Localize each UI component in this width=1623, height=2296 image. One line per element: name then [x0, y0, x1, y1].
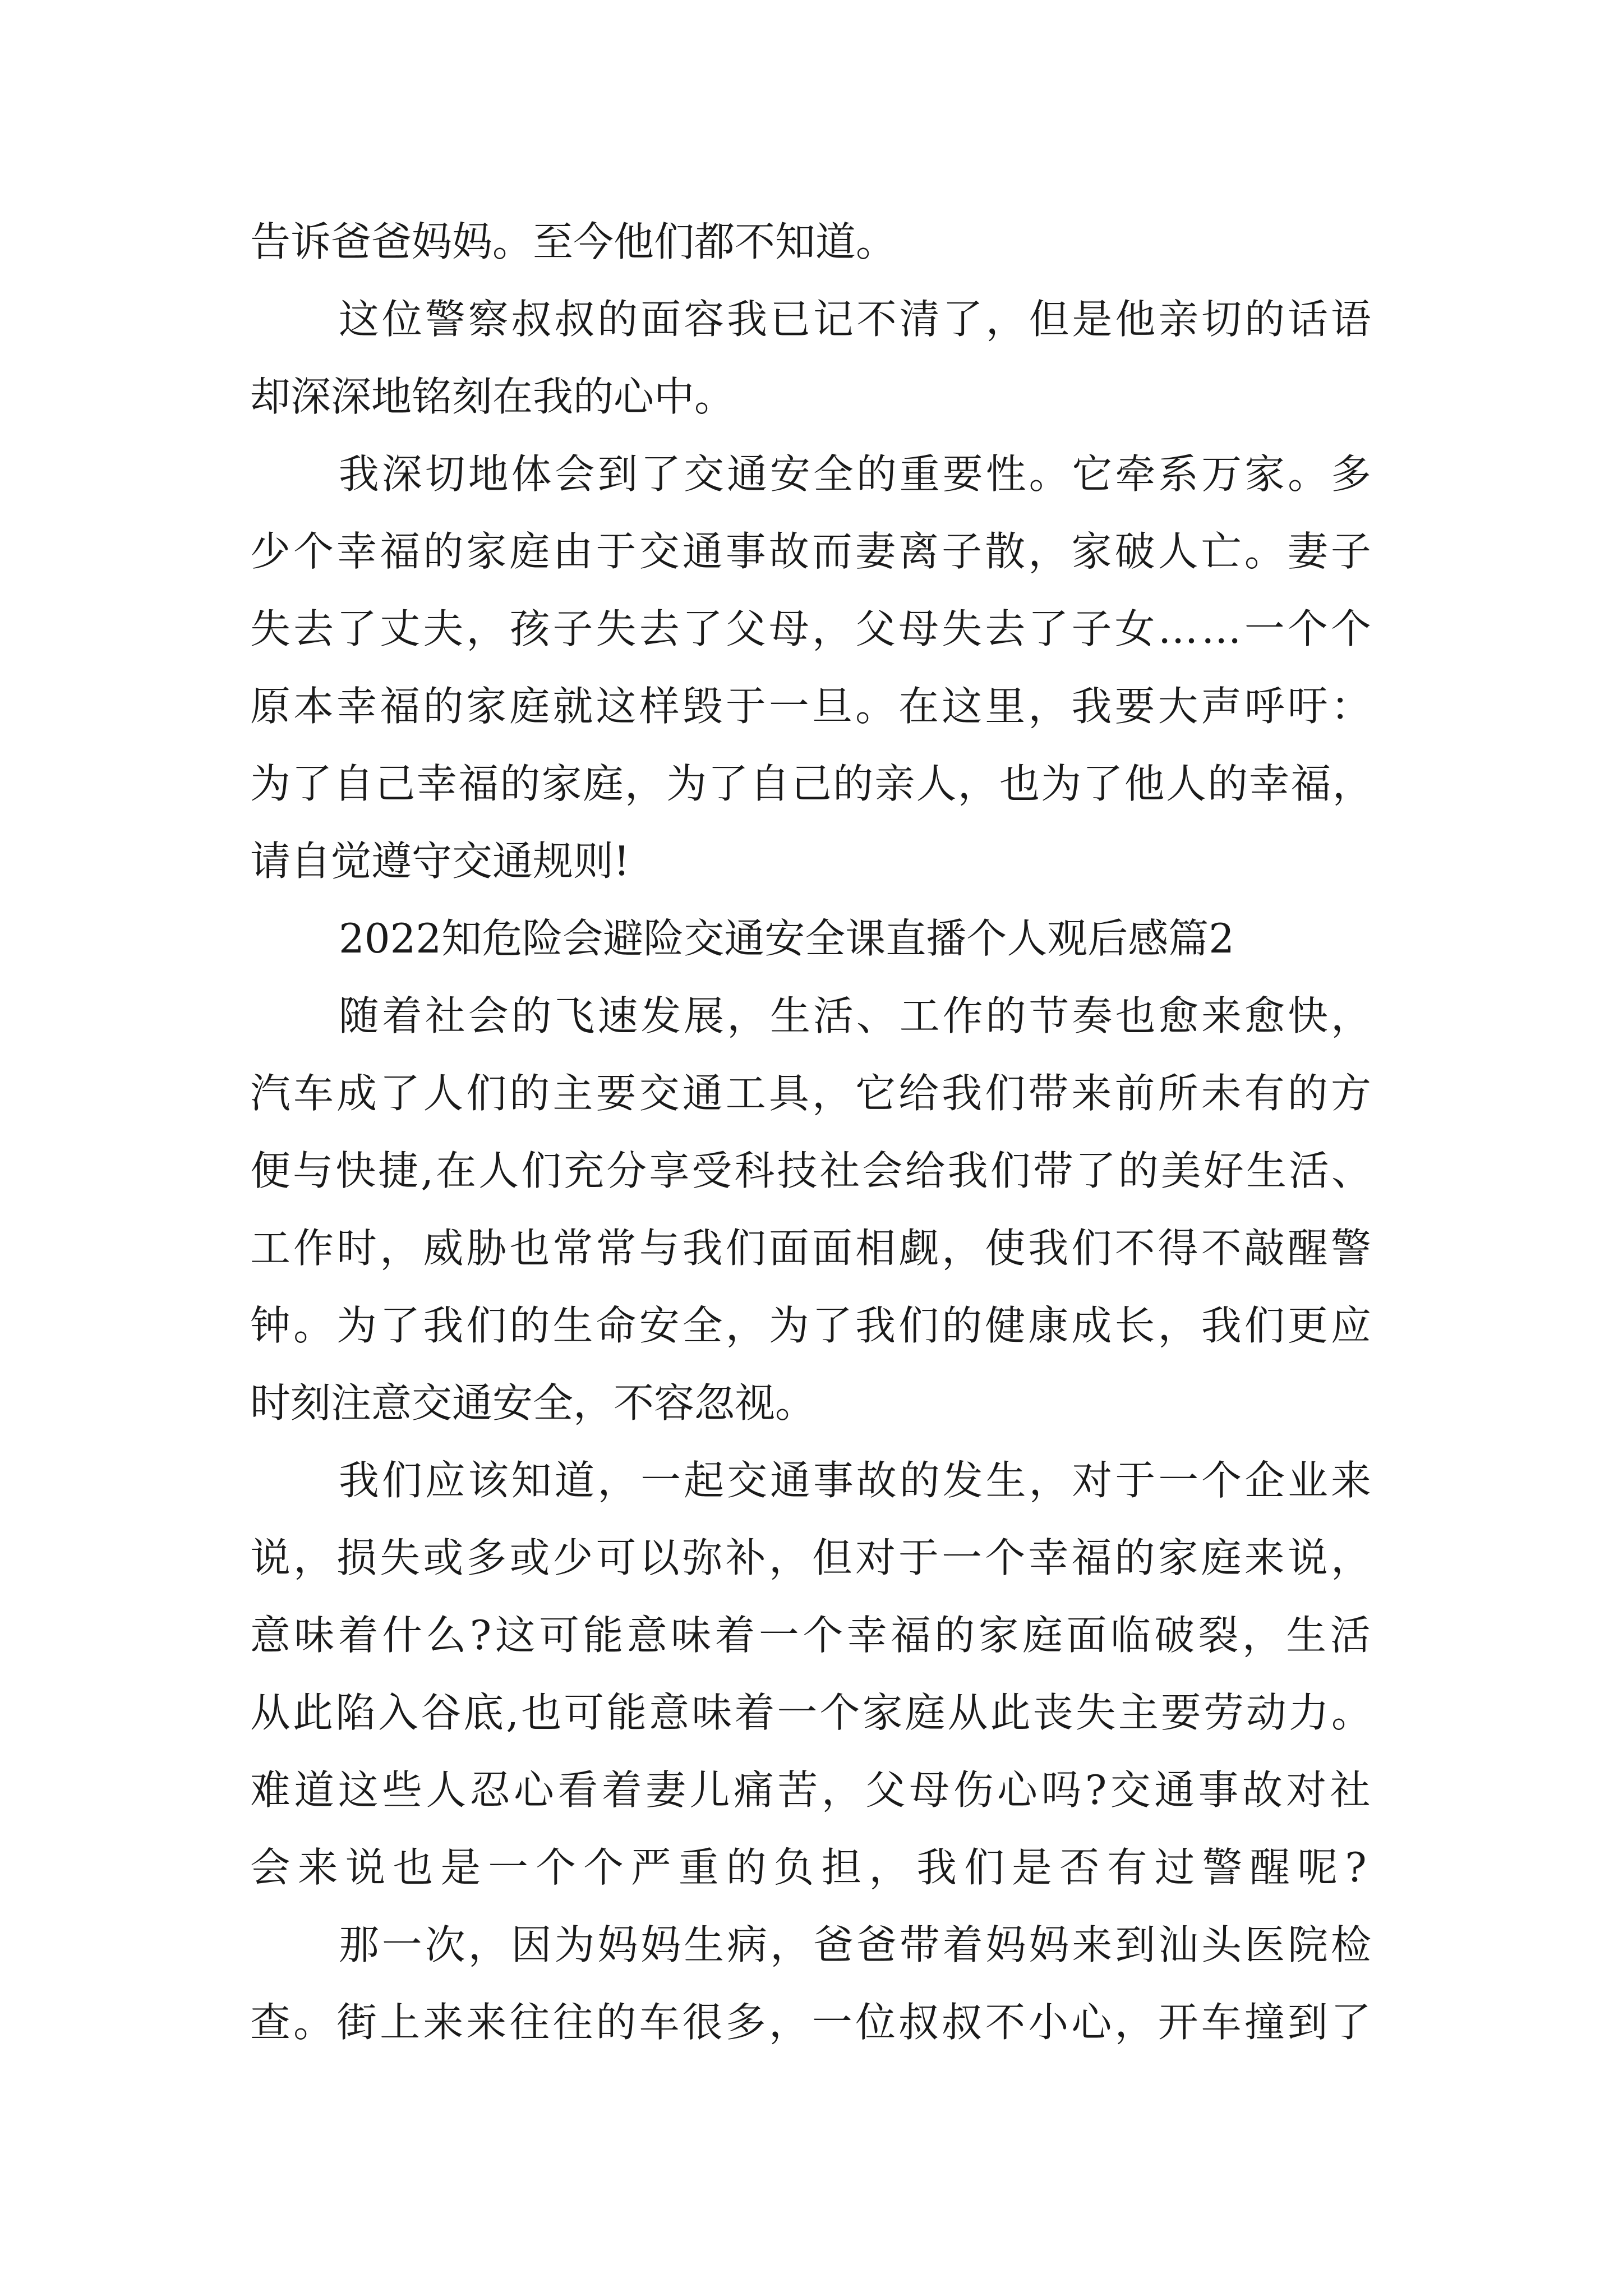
text-line: 失去了丈夫，孩子失去了父母，父母失去了子女……一个个 — [250, 605, 1375, 652]
text-line: 告诉爸爸妈妈。至今他们都不知道。 — [250, 218, 897, 265]
text-line: 钟。为了我们的生命安全，为了我们的健康成长，我们更应 — [250, 1302, 1375, 1349]
text-line: 原本幸福的家庭就这样毁于一旦。在这里，我要大声呼吁： — [250, 683, 1375, 730]
text-line: 汽车成了人们的主要交通工具，它给我们带来前所未有的方 — [250, 1070, 1375, 1117]
text-line: 会来说也是一个个严重的负担，我们是否有过警醒呢? — [250, 1844, 1375, 1891]
text-line: 查。街上来来往往的车很多，一位叔叔不小心，开车撞到了 — [250, 1999, 1375, 2046]
text-line: 便与快捷,在人们充分享受科技社会给我们带了的美好生活、 — [250, 1147, 1375, 1194]
text-line: 这位警察叔叔的面容我已记不清了，但是他亲切的话语 — [339, 296, 1374, 343]
text-line: 工作时，威胁也常常与我们面面相觑，使我们不得不敲醒警 — [250, 1225, 1375, 1272]
text-line: 那一次，因为妈妈生病，爸爸带着妈妈来到汕头医院检 — [339, 1921, 1374, 1968]
text-line: 时刻注意交通安全，不容忽视。 — [250, 1379, 816, 1427]
section-heading: 2022知危险会避险交通安全课直播个人观后感篇2 — [339, 915, 1235, 962]
text-line: 难道这些人忍心看着妻儿痛苦，父母伤心吗?交通事故对社 — [250, 1766, 1375, 1814]
text-line: 请自觉遵守交通规则! — [250, 838, 630, 885]
text-line: 为了自己幸福的家庭，为了自己的亲人，也为了他人的幸福， — [250, 760, 1374, 807]
text-line: 却深深地铭刻在我的心中。 — [250, 373, 735, 420]
text-line: 随着社会的飞速发展，生活、工作的节奏也愈来愈快， — [339, 992, 1374, 1039]
text-line: 少个幸福的家庭由于交通事故而妻离子散，家破人亡。妻子 — [250, 528, 1375, 575]
text-line: 从此陷入谷底,也可能意味着一个家庭从此丧失主要劳动力。 — [250, 1689, 1375, 1736]
text-line: 说，损失或多或少可以弥补，但对于一个幸福的家庭来说， — [250, 1534, 1375, 1581]
text-line: 我深切地体会到了交通安全的重要性。它牵系万家。多 — [339, 450, 1374, 498]
text-line: 意味着什么?这可能意味着一个幸福的家庭面临破裂，生活 — [250, 1612, 1375, 1659]
text-line: 我们应该知道，一起交通事故的发生，对于一个企业来 — [339, 1457, 1374, 1504]
